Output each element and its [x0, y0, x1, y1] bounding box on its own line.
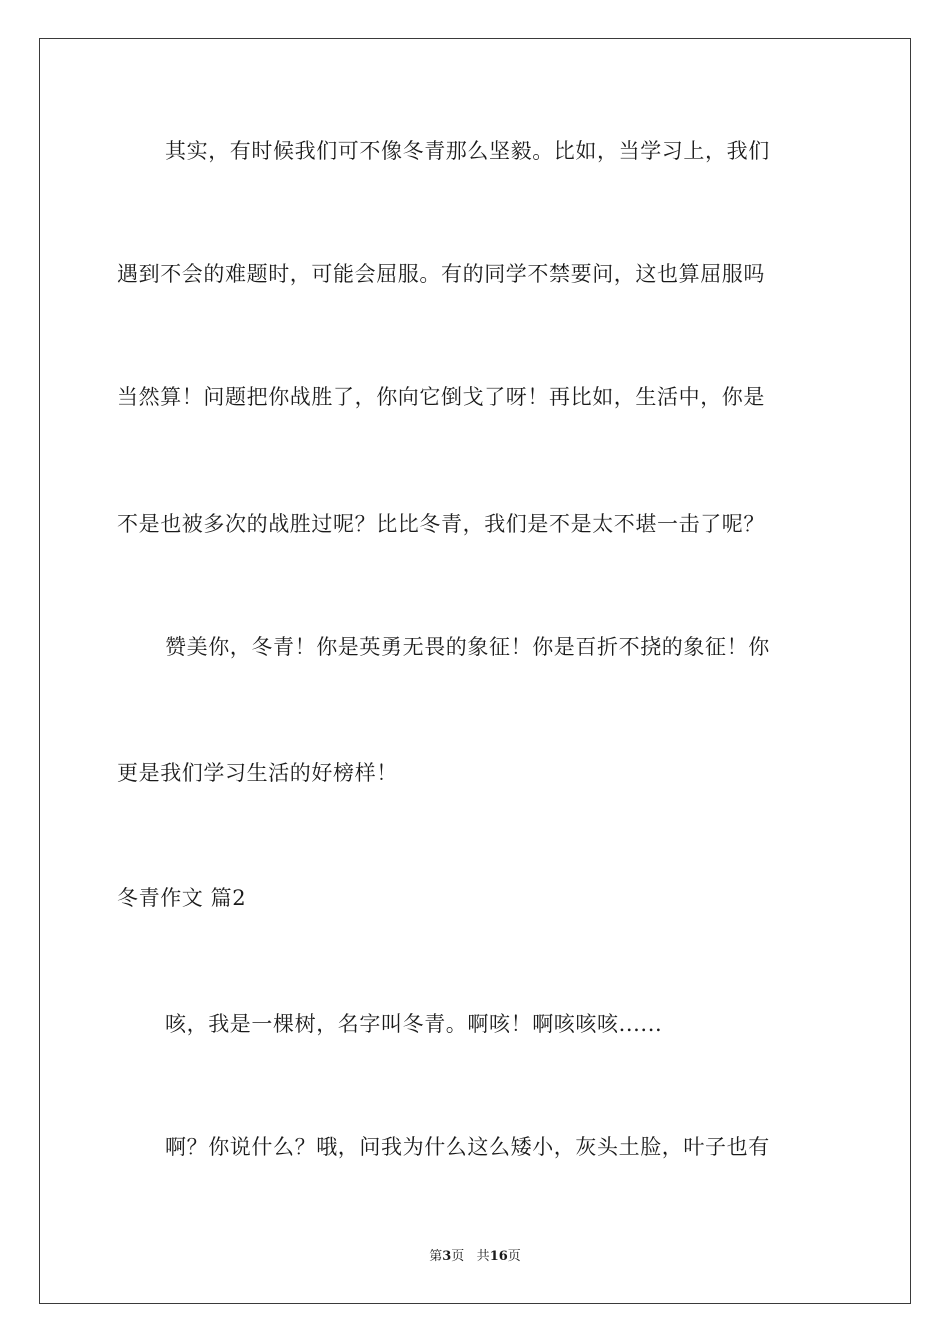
footer-page-number: 3	[442, 1249, 452, 1264]
footer-total-pages: 16	[489, 1249, 508, 1264]
paragraph-line-7: 咳，我是一棵树，名字叫冬青。啊咳！啊咳咳咳......	[165, 1012, 663, 1036]
paragraph-line-2: 遇到不会的难题时，可能会屈服。有的同学不禁要问，这也算屈服吗	[117, 262, 765, 286]
paragraph-line-3: 当然算！问题把你战胜了，你向它倒戈了呀！再比如，生活中，你是	[117, 385, 765, 409]
paragraph-line-4: 不是也被多次的战胜过呢？比比冬青，我们是不是太不堪一击了呢？	[117, 512, 765, 536]
footer-page-prefix: 第	[429, 1249, 443, 1264]
footer-page-suffix: 页	[451, 1249, 465, 1264]
paragraph-line-5: 赞美你，冬青！你是英勇无畏的象征！你是百折不挠的象征！你	[165, 635, 770, 659]
paragraph-line-1: 其实，有时候我们可不像冬青那么坚毅。比如，当学习上，我们	[165, 139, 770, 163]
page-border	[39, 38, 911, 1304]
footer-total-prefix: 共	[476, 1249, 490, 1264]
footer-total-suffix: 页	[507, 1249, 521, 1264]
section-heading: 冬青作文 篇2	[117, 886, 247, 910]
paragraph-line-8: 啊？你说什么？哦，问我为什么这么矮小，灰头土脸，叶子也有	[165, 1135, 770, 1159]
paragraph-line-6: 更是我们学习生活的好榜样！	[117, 761, 398, 785]
page-footer	[0, 1248, 950, 1266]
